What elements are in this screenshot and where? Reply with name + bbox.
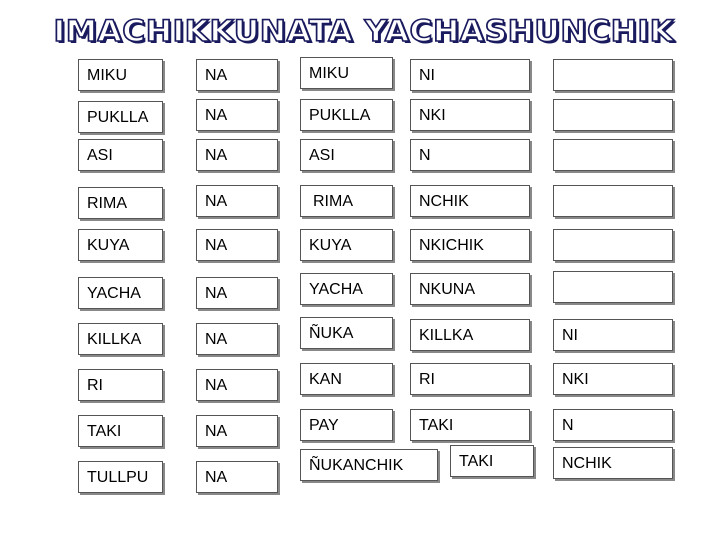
word-cell: TAKI: [78, 415, 163, 447]
suffix-cell: N: [410, 139, 530, 171]
empty-answer-cell: [553, 229, 673, 261]
word-cell: NA: [196, 461, 278, 493]
empty-answer-cell: [553, 99, 673, 131]
empty-answer-cell: [553, 185, 673, 217]
suffix-cell: NI: [553, 319, 673, 351]
word-cell: PUKLLA: [78, 101, 163, 133]
suffix-cell: NCHIK: [410, 185, 530, 217]
empty-answer-cell: [553, 139, 673, 171]
word-cell: KILLKA: [78, 323, 163, 355]
word-cell: MIKU: [300, 57, 393, 89]
word-cell: RIMA: [78, 187, 163, 219]
word-cell: PAY: [300, 409, 393, 441]
word-cell: PUKLLA: [300, 99, 393, 131]
word-cell: KUYA: [78, 229, 163, 261]
word-cell: TAKI: [450, 445, 534, 477]
word-cell: ASI: [300, 139, 393, 171]
suffix-cell: N: [553, 409, 673, 441]
word-cell: KAN: [300, 363, 393, 395]
suffix-cell: NKICHIK: [410, 229, 530, 261]
word-cell: NA: [196, 323, 278, 355]
word-cell: KUYA: [300, 229, 393, 261]
suffix-cell: NKUNA: [410, 273, 530, 305]
word-cell: NA: [196, 277, 278, 309]
word-cell: NA: [196, 415, 278, 447]
suffix-cell: NKI: [553, 363, 673, 395]
word-cell: TULLPU: [78, 461, 163, 493]
word-cell: ÑUKA: [300, 317, 393, 349]
word-cell: ASI: [78, 139, 163, 171]
word-cell: RIMA: [300, 185, 393, 217]
word-cell: NA: [196, 59, 278, 91]
word-cell: NA: [196, 185, 278, 217]
word-cell: NA: [196, 139, 278, 171]
word-cell: TAKI: [410, 409, 530, 441]
word-cell: RI: [78, 369, 163, 401]
empty-answer-cell: [553, 59, 673, 91]
suffix-cell: NI: [410, 59, 530, 91]
word-cell: MIKU: [78, 59, 163, 91]
word-cell: RI: [410, 363, 530, 395]
word-cell: YACHA: [300, 273, 393, 305]
word-cell: NA: [196, 369, 278, 401]
word-cell: KILLKA: [410, 319, 530, 351]
word-cell: NA: [196, 229, 278, 261]
suffix-cell: NKI: [410, 99, 530, 131]
page-title: IMACHIKKUNATA YACHASHUNCHIK: [53, 14, 675, 48]
suffix-cell: NCHIK: [553, 447, 673, 479]
word-cell: NA: [196, 99, 278, 131]
word-cell: YACHA: [78, 277, 163, 309]
empty-answer-cell: [553, 271, 673, 303]
word-cell: ÑUKANCHIK: [300, 449, 438, 481]
